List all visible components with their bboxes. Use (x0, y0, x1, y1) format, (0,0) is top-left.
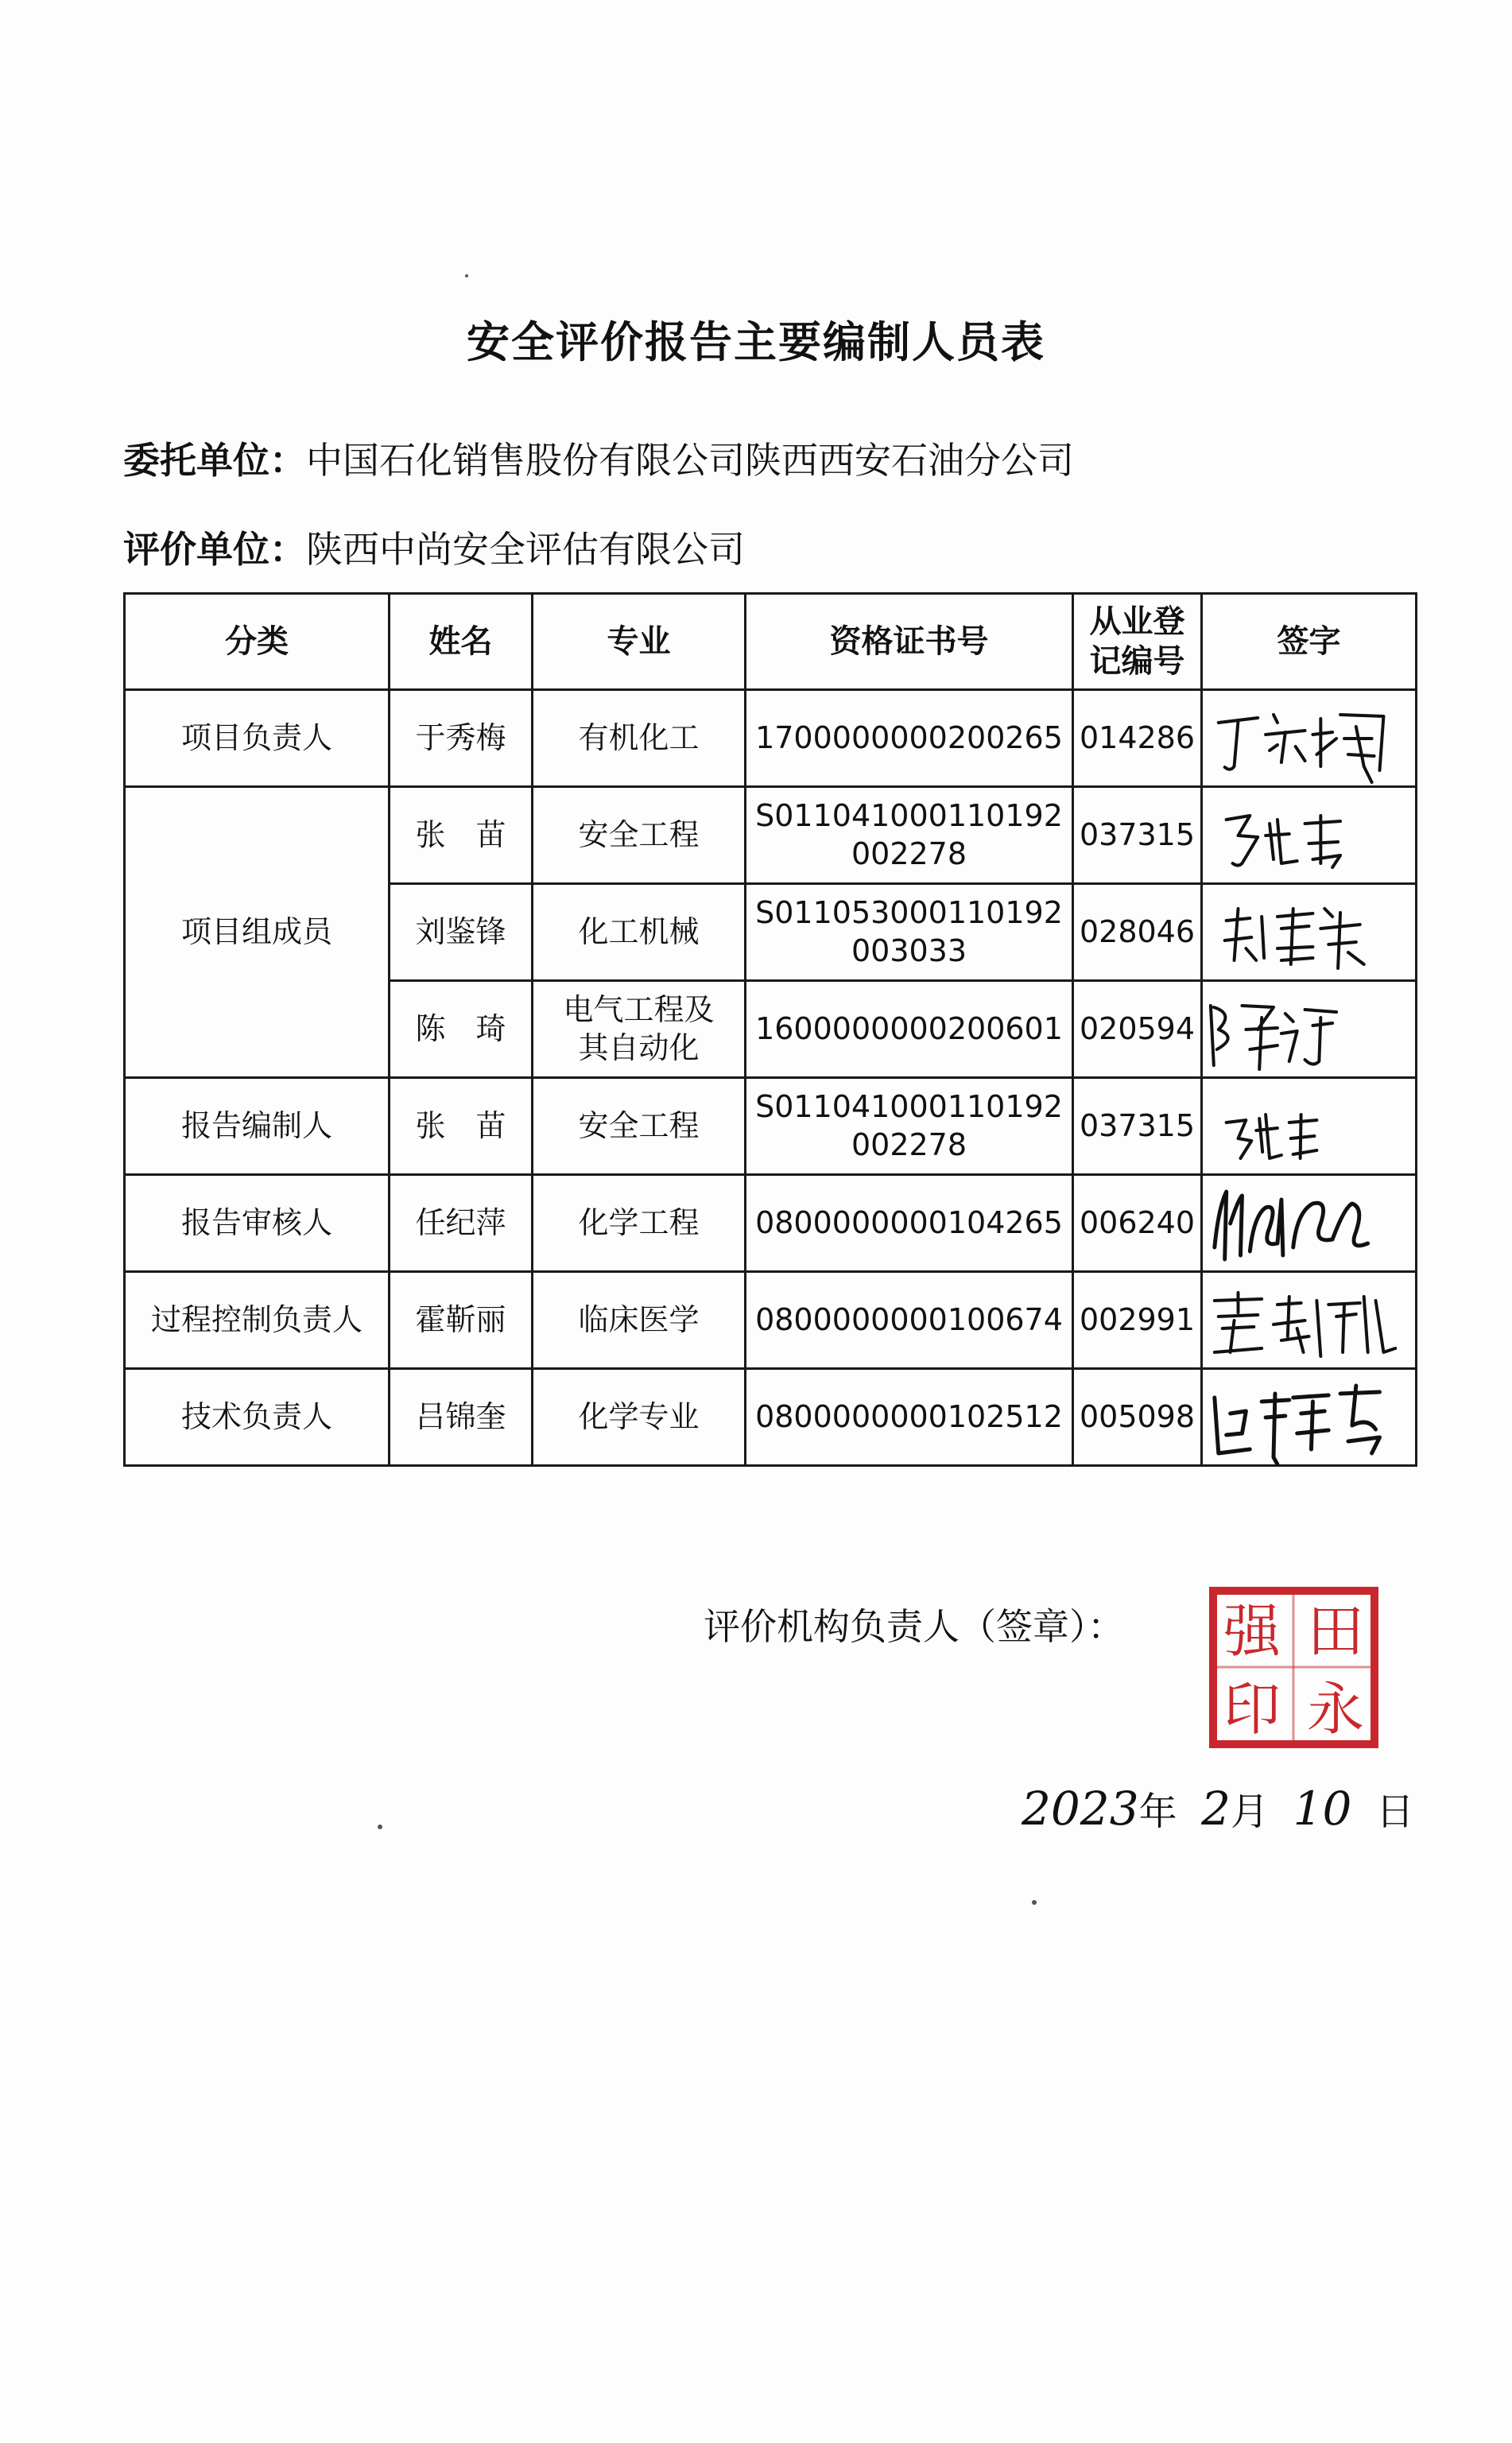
scan-speck (465, 274, 468, 277)
reg-cell: 014286 (1073, 690, 1202, 787)
table-row (125, 1078, 1417, 1175)
signature-cell (1202, 690, 1417, 787)
cert-cell (746, 690, 1073, 787)
header-reg-line1: 从业登 (1089, 603, 1185, 640)
cert-line2: 002278 (851, 1126, 967, 1162)
major-line1: 电气工程及 (563, 992, 715, 1027)
name-cell: 任纪萍 (390, 1175, 533, 1272)
evaluator-line (123, 521, 745, 573)
signature-date (1022, 1781, 1414, 1836)
cert-line1: 0800000000100674 (755, 1301, 1063, 1337)
institution-head-signature-label: 评价机构负责人（签章）： (704, 1605, 1124, 1648)
category-cell: 过程控制负责人 (125, 1272, 390, 1369)
name-cell: 霍靳丽 (390, 1272, 533, 1369)
category-cell: 技术负责人 (125, 1369, 390, 1466)
cert-line1: 0800000000104265 (755, 1204, 1063, 1240)
signature-cell (1202, 981, 1417, 1078)
header-cert: 资格证书号 (746, 594, 1073, 690)
reg-cell: 002991 (1073, 1272, 1202, 1369)
category-cell: 项目组成员 (125, 787, 390, 1078)
cert-cell (746, 787, 1073, 884)
major-cell (533, 1078, 746, 1175)
major-cell (533, 1272, 746, 1369)
handwritten-signature-icon (1203, 1273, 1415, 1367)
cert-line1: 1700000000200265 (755, 719, 1063, 755)
major-cell (533, 981, 746, 1078)
signature-cell (1202, 787, 1417, 884)
cert-cell (746, 1369, 1073, 1466)
signature-cell (1202, 1272, 1417, 1369)
client-line (123, 432, 1074, 484)
handwritten-signature-icon (1203, 788, 1415, 882)
major-cell (533, 1175, 746, 1272)
major-cell (533, 1369, 746, 1466)
major-line1: 安全工程 (578, 1107, 700, 1143)
cert-cell (746, 981, 1073, 1078)
name-cell: 张 苗 (390, 1078, 533, 1175)
cert-cell (746, 1175, 1073, 1272)
table-row (125, 1175, 1417, 1272)
date-month-unit: 月 (1231, 1790, 1270, 1834)
header-reg (1073, 594, 1202, 690)
date-year: 2023 (1022, 1782, 1139, 1836)
header-category: 分类 (125, 594, 390, 690)
date-day-unit: 日 (1375, 1790, 1414, 1834)
seal-character-3: 强 (1223, 1598, 1281, 1665)
cert-cell (746, 884, 1073, 981)
handwritten-signature-icon (1203, 1079, 1415, 1173)
name-cell: 张 苗 (390, 787, 533, 884)
handwritten-signature-icon (1203, 982, 1415, 1076)
staff-table (123, 592, 1417, 1467)
major-line1: 化学专业 (578, 1398, 700, 1434)
cert-line1: S011053000110192 (755, 895, 1063, 930)
cert-line1: S011041000110192 (755, 798, 1063, 833)
seal-character-2: 永 (1306, 1676, 1365, 1743)
cert-cell (746, 1078, 1073, 1175)
reg-cell: 028046 (1073, 884, 1202, 981)
cert-line2: 002278 (851, 836, 967, 871)
category-cell: 报告审核人 (125, 1175, 390, 1272)
reg-cell: 037315 (1073, 787, 1202, 884)
major-cell (533, 787, 746, 884)
major-line1: 有机化工 (578, 719, 700, 755)
date-year-unit: 年 (1138, 1790, 1177, 1834)
evaluator-value: 陕西中尚安全评估有限公司 (306, 528, 745, 571)
major-line1: 化工机械 (578, 913, 700, 949)
signature-cell (1202, 884, 1417, 981)
cert-cell (746, 1272, 1073, 1369)
name-cell: 刘鉴锋 (390, 884, 533, 981)
cert-line1: 1600000000200601 (755, 1010, 1063, 1046)
signature-cell (1202, 1369, 1417, 1466)
table-row (125, 787, 1417, 884)
major-line1: 安全工程 (578, 816, 700, 852)
signature-cell (1202, 1078, 1417, 1175)
seal-character-4: 印 (1223, 1676, 1281, 1743)
handwritten-signature-icon (1203, 691, 1415, 785)
scan-speck (378, 1824, 382, 1829)
header-name: 姓名 (390, 594, 533, 690)
header-sign: 签字 (1202, 594, 1417, 690)
major-line1: 临床医学 (578, 1301, 700, 1337)
category-cell: 报告编制人 (125, 1078, 390, 1175)
date-day: 10 (1293, 1782, 1352, 1836)
table-row (125, 1369, 1417, 1466)
handwritten-signature-icon (1203, 885, 1415, 979)
cert-line2: 003033 (851, 933, 967, 968)
document-title: 安全评价报告主要编制人员表 (467, 317, 1045, 367)
signature-cell (1202, 1175, 1417, 1272)
client-value: 中国石化销售股份有限公司陕西西安石油分公司 (306, 439, 1074, 482)
cert-line1: 0800000000102512 (755, 1398, 1063, 1434)
major-line1: 化学工程 (578, 1204, 700, 1240)
handwritten-signature-icon (1203, 1370, 1415, 1464)
name-cell: 陈 琦 (390, 981, 533, 1078)
category-cell: 项目负责人 (125, 690, 390, 787)
major-line2: 其自动化 (578, 1030, 700, 1065)
reg-cell: 037315 (1073, 1078, 1202, 1175)
cert-line1: S011041000110192 (755, 1089, 1063, 1124)
name-cell: 吕锦奎 (390, 1369, 533, 1466)
table-header-row (125, 594, 1417, 690)
reg-cell: 006240 (1073, 1175, 1202, 1272)
table-row (125, 690, 1417, 787)
major-cell (533, 690, 746, 787)
reg-cell: 020594 (1073, 981, 1202, 1078)
scan-speck (1032, 1900, 1037, 1905)
header-reg-line2: 记编号 (1089, 643, 1185, 680)
client-label: 委托单位： (123, 439, 306, 482)
name-cell: 于秀梅 (390, 690, 533, 787)
handwritten-signature-icon (1203, 1176, 1415, 1270)
major-cell (533, 884, 746, 981)
reg-cell: 005098 (1073, 1369, 1202, 1466)
seal-character-1: 田 (1306, 1598, 1365, 1665)
header-major: 专业 (533, 594, 746, 690)
official-seal-icon (1208, 1586, 1379, 1749)
table-row (125, 1272, 1417, 1369)
date-month: 2 (1201, 1782, 1231, 1836)
evaluator-label: 评价单位： (123, 528, 306, 571)
